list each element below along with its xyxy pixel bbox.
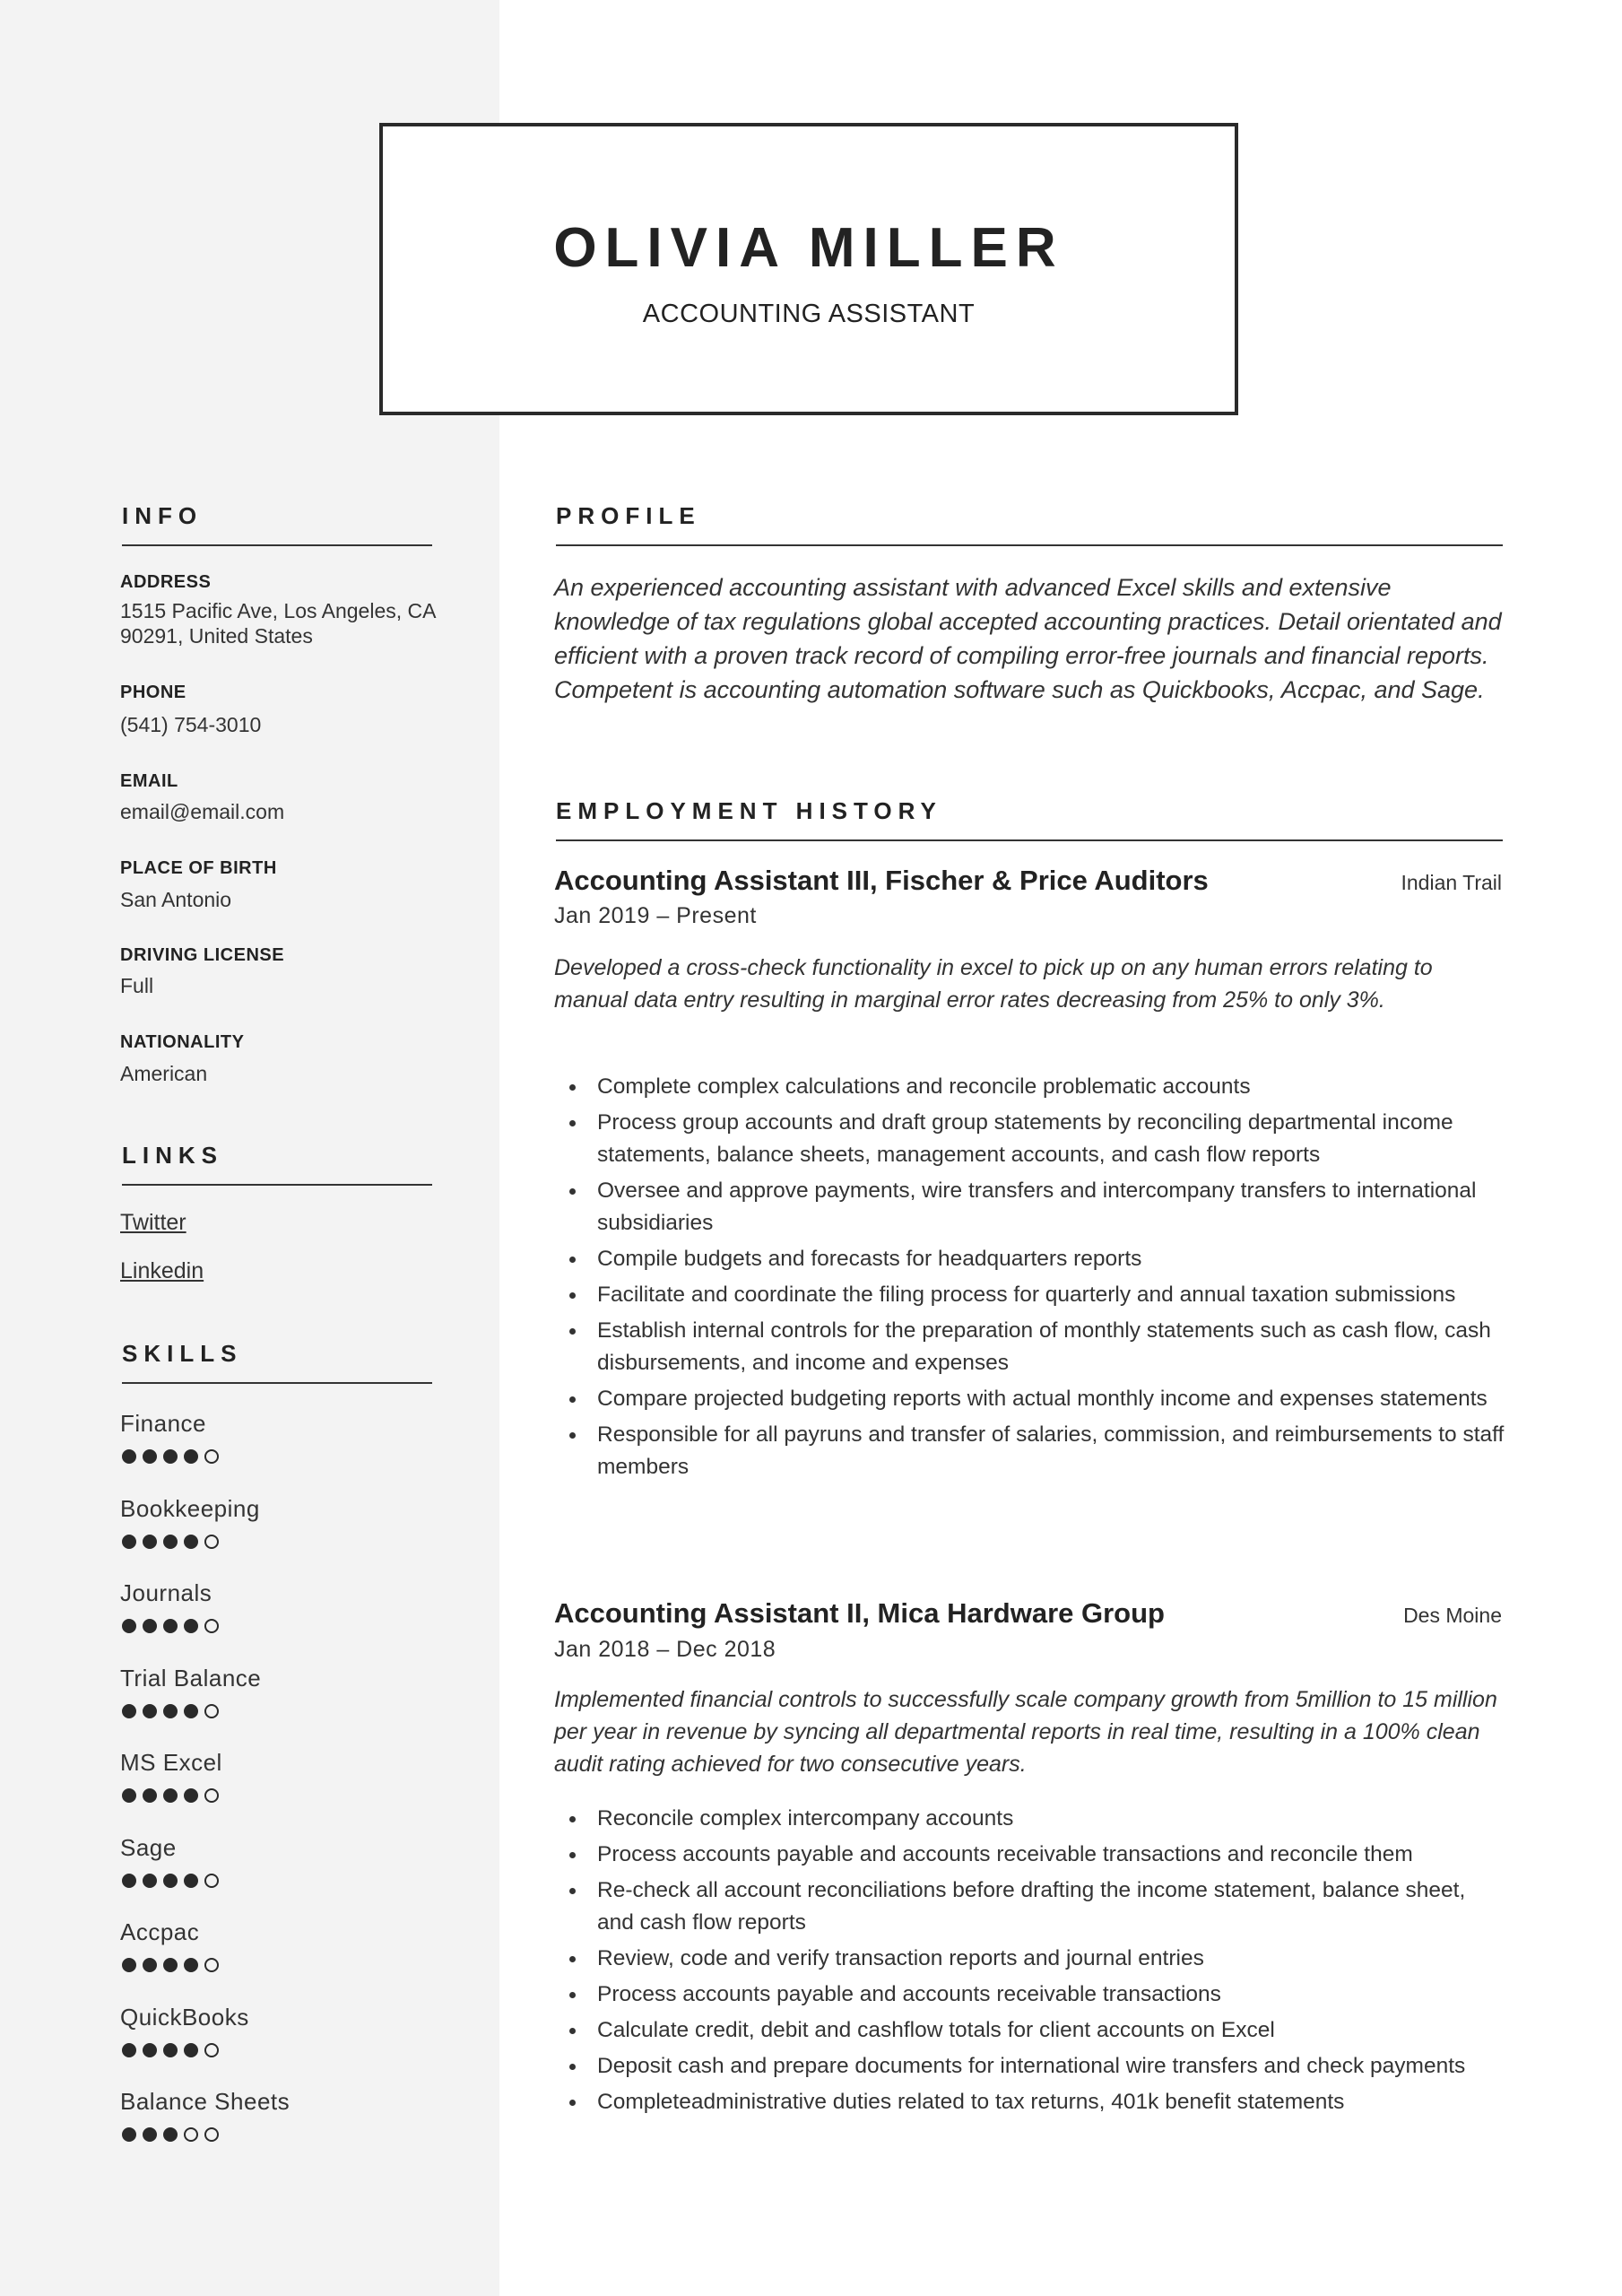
place-of-birth-label: PLACE OF BIRTH — [120, 858, 277, 878]
job-bullet: Calculate credit, debit and cashflow totals for client accounts on Excel — [554, 2014, 1506, 2047]
rating-dot-filled — [122, 1958, 136, 1972]
rating-dot-filled — [184, 1704, 198, 1718]
rating-dot-filled — [143, 1958, 157, 1972]
job-bullet: Process group accounts and draft group statements by reconciling departmental income statements, balance sheets, management accounts, and cash flow reports — [554, 1107, 1506, 1171]
skill-rating — [122, 1704, 219, 1718]
driving-license-label: DRIVING LICENSE — [120, 945, 285, 965]
rating-dot-filled — [184, 1874, 198, 1888]
name-header-box — [379, 123, 1238, 415]
job-description: Developed a cross-check functionality in excel to pick up on any human errors relating to manual data entry resulting in marginal error rates decreasing from 25% to only 3%. — [554, 955, 1433, 1013]
rating-dot-filled — [163, 1704, 178, 1718]
skill-rating — [122, 1874, 219, 1888]
job-location: Indian Trail — [1401, 871, 1502, 894]
rating-dot-filled — [122, 1449, 136, 1464]
job-bullet: Process accounts payable and accounts receivable transactions and reconcile them — [554, 1839, 1506, 1871]
profile-summary: An experienced accounting assistant with advanced Excel skills and extensive knowledge of tax regulations global accepted accounting practices. Detail orientated and efficient with a proven track record of compiling error-free journals and financial reports. Competent is accounting automation software such as Quickbooks, Accpac, and Sage. — [554, 574, 1502, 703]
rating-dot-filled — [184, 1788, 198, 1803]
rating-dot-filled — [163, 1958, 178, 1972]
rating-dot-filled — [184, 1619, 198, 1633]
rating-dot-filled — [143, 1788, 157, 1803]
rating-dot-filled — [184, 2043, 198, 2057]
rating-dot-filled — [163, 1535, 178, 1549]
rating-dot-filled — [143, 1874, 157, 1888]
rating-dot-filled — [163, 1874, 178, 1888]
linkedin-link[interactable]: Linkedin — [120, 1258, 204, 1283]
job-title: Accounting Assistant II, Mica Hardware Group — [554, 1597, 1165, 1629]
rating-dot-empty — [204, 1958, 219, 1972]
rating-dot-empty — [204, 1449, 219, 1464]
rating-dot-filled — [163, 1449, 178, 1464]
job-title: Accounting Assistant III, Fischer & Price Auditors — [554, 865, 1209, 896]
skill-name: QuickBooks — [120, 2003, 249, 2031]
driving-license-value: Full — [120, 974, 154, 997]
rating-dot-empty — [204, 1535, 219, 1549]
address-value: 1515 Pacific Ave, Los Angeles, CA 90291, United States — [120, 599, 436, 648]
info-section-title: INFO — [122, 502, 432, 546]
job-bullet: Completeadministrative duties related to tax returns, 401k benefit statements — [554, 2086, 1506, 2118]
job-bullet: Process accounts payable and accounts receivable transactions — [554, 1979, 1506, 2011]
rating-dot-empty — [204, 1704, 219, 1718]
rating-dot-filled — [163, 2043, 178, 2057]
skill-rating — [122, 1958, 219, 1972]
rating-dot-filled — [184, 1958, 198, 1972]
rating-dot-filled — [122, 1619, 136, 1633]
rating-dot-filled — [122, 1704, 136, 1718]
candidate-role: ACCOUNTING ASSISTANT — [642, 300, 976, 328]
job-bullet: Establish internal controls for the preparation of monthly statements such as cash flow, cash disbursements, and income and expenses — [554, 1315, 1506, 1379]
job-bullet-list — [554, 1803, 1506, 2122]
rating-dot-filled — [143, 1535, 157, 1549]
phone-value: (541) 754-3010 — [120, 713, 262, 736]
rating-dot-filled — [122, 2043, 136, 2057]
job-bullet: Review, code and verify transaction reports and journal entries — [554, 1943, 1506, 1975]
rating-dot-empty — [204, 1874, 219, 1888]
nationality-value: American — [120, 1062, 208, 1085]
rating-dot-filled — [143, 1449, 157, 1464]
phone-label: PHONE — [120, 683, 186, 702]
skill-name: MS Excel — [120, 1749, 222, 1776]
job-dates: Jan 2018 – Dec 2018 — [554, 1637, 776, 1662]
rating-dot-filled — [122, 2127, 136, 2142]
address-label: ADDRESS — [120, 572, 212, 592]
skill-rating — [122, 1535, 219, 1549]
skill-name: Trial Balance — [120, 1664, 262, 1692]
email-value: email@email.com — [120, 800, 285, 823]
candidate-name: OLIVIA MILLER — [553, 217, 1064, 279]
rating-dot-empty — [184, 2127, 198, 2142]
job-bullet: Complete complex calculations and reconcile problematic accounts — [554, 1071, 1506, 1103]
job-bullet: Responsible for all payruns and transfer of salaries, commission, and reimbursements to staff members — [554, 1419, 1506, 1483]
job-bullet: Reconcile complex intercompany accounts — [554, 1803, 1506, 1835]
skill-rating — [122, 1788, 219, 1803]
rating-dot-filled — [163, 2127, 178, 2142]
skill-rating — [122, 1619, 219, 1633]
employment-section-title: EMPLOYMENT HISTORY — [556, 797, 1503, 841]
job-location: Des Moine — [1403, 1604, 1502, 1627]
skill-rating — [122, 2043, 219, 2057]
rating-dot-filled — [143, 2127, 157, 2142]
rating-dot-empty — [204, 2127, 219, 2142]
job-bullet: Facilitate and coordinate the filing process for quarterly and annual taxation submissions — [554, 1279, 1506, 1311]
skill-rating — [122, 1449, 219, 1464]
rating-dot-filled — [184, 1449, 198, 1464]
job-bullet: Re-check all account reconciliations before drafting the income statement, balance sheet, and cash flow reports — [554, 1874, 1506, 1939]
rating-dot-empty — [204, 2043, 219, 2057]
rating-dot-filled — [163, 1788, 178, 1803]
profile-section-title: PROFILE — [556, 502, 1503, 546]
skill-name: Accpac — [120, 1918, 200, 1945]
skill-name: Finance — [120, 1410, 206, 1437]
job-bullet-list — [554, 1071, 1506, 1487]
job-bullet: Compile budgets and forecasts for headquarters reports — [554, 1243, 1506, 1275]
rating-dot-filled — [122, 1874, 136, 1888]
skill-name: Bookkeeping — [120, 1494, 260, 1522]
skill-name: Sage — [120, 1833, 177, 1861]
skills-section-title: SKILLS — [122, 1340, 432, 1384]
job-bullet: Oversee and approve payments, wire transfers and intercompany transfers to international subsidiaries — [554, 1175, 1506, 1239]
job-bullet: Deposit cash and prepare documents for international wire transfers and check payments — [554, 2050, 1506, 2083]
nationality-label: NATIONALITY — [120, 1032, 245, 1052]
rating-dot-filled — [122, 1788, 136, 1803]
skill-rating — [122, 2127, 219, 2142]
rating-dot-filled — [122, 1535, 136, 1549]
skill-name: Journals — [120, 1579, 213, 1606]
email-label: EMAIL — [120, 771, 178, 791]
job-bullet: Compare projected budgeting reports with actual monthly income and expenses statements — [554, 1383, 1506, 1415]
twitter-link[interactable]: Twitter — [120, 1210, 186, 1235]
job-description: Implemented financial controls to successfully scale company growth from 5million to 15 million per year in revenue by syncing all departmental reports in real time, resulting in a 100% clean audit rating achieved for two consecutive years. — [554, 1687, 1497, 1777]
links-section-title: LINKS — [122, 1142, 432, 1186]
place-of-birth-value: San Antonio — [120, 888, 232, 911]
rating-dot-filled — [143, 1619, 157, 1633]
rating-dot-filled — [143, 2043, 157, 2057]
skill-name: Balance Sheets — [120, 2088, 291, 2115]
rating-dot-filled — [184, 1535, 198, 1549]
rating-dot-empty — [204, 1619, 219, 1633]
rating-dot-filled — [163, 1619, 178, 1633]
job-dates: Jan 2019 – Present — [554, 903, 757, 928]
rating-dot-filled — [143, 1704, 157, 1718]
rating-dot-empty — [204, 1788, 219, 1803]
